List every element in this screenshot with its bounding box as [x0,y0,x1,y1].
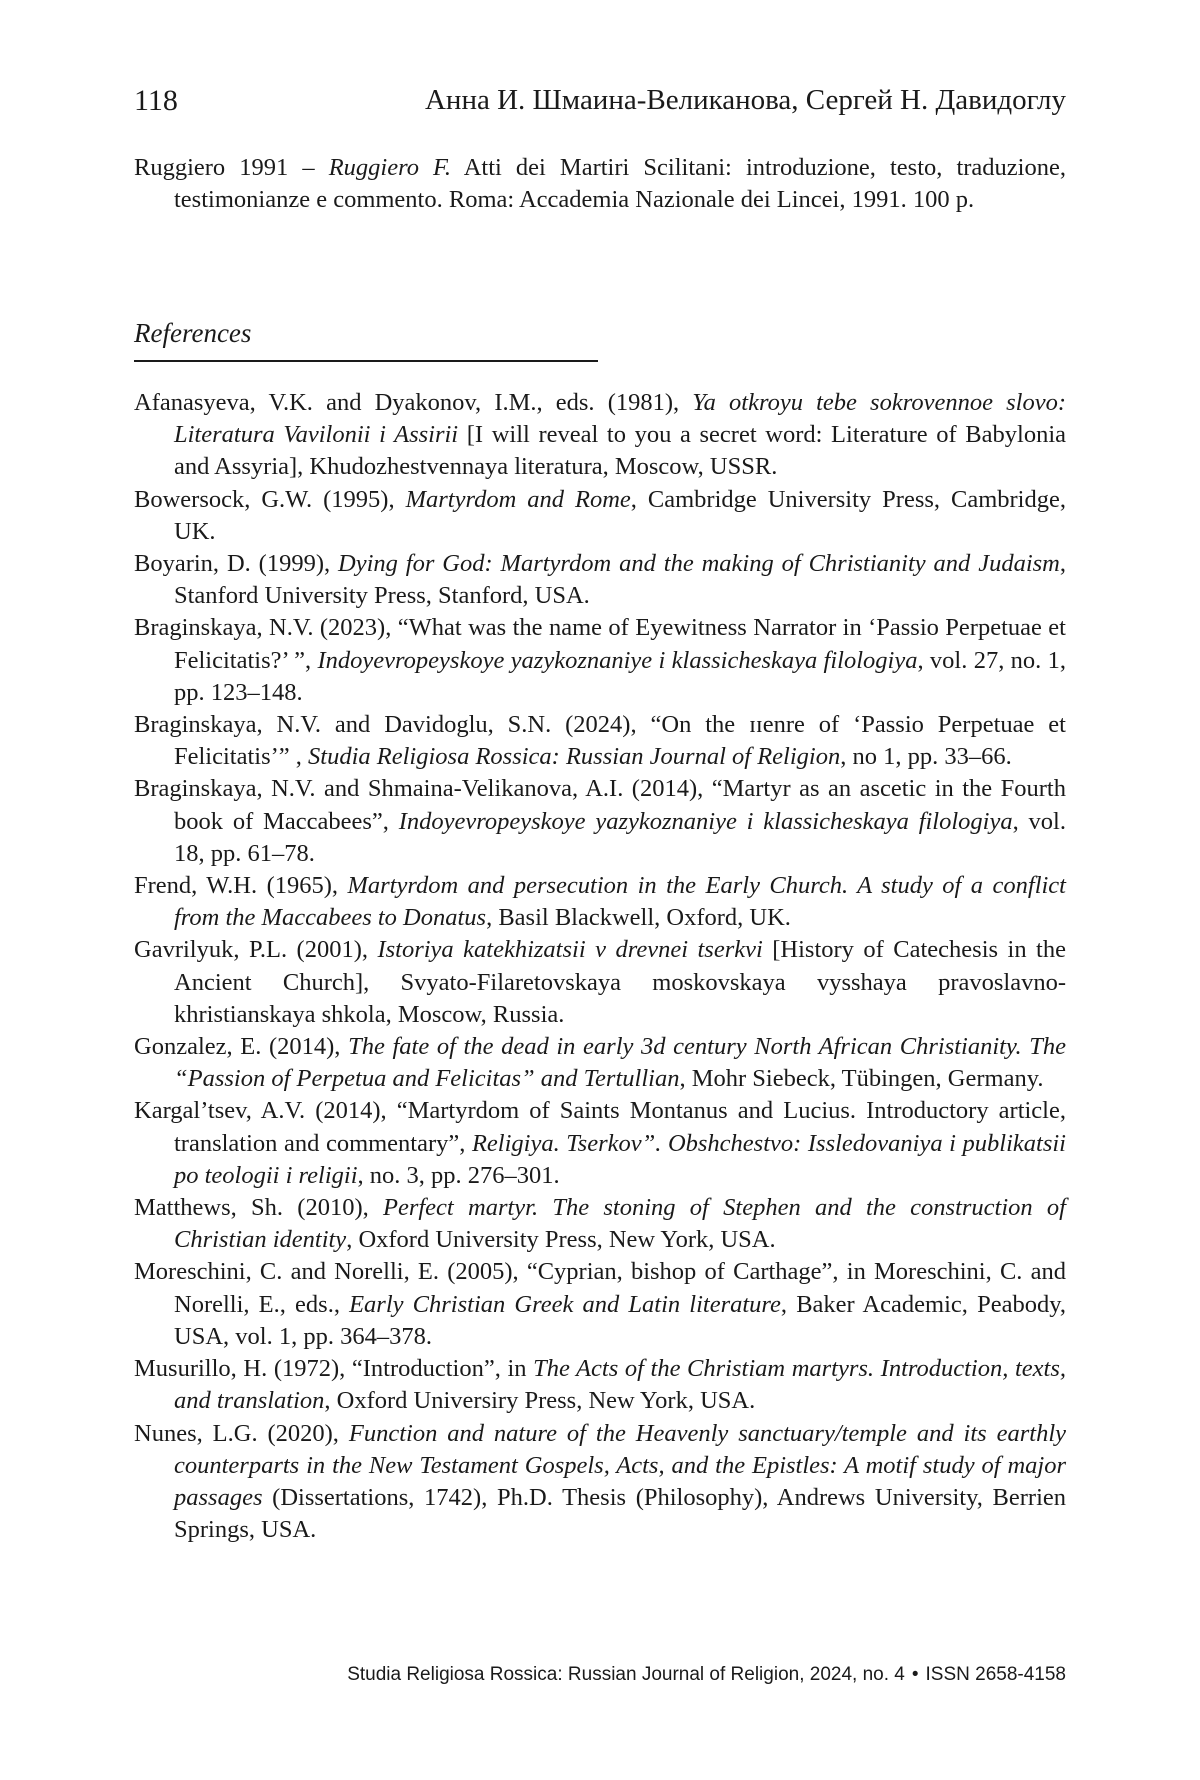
entry-italic-text: Religiya. Tserkov”. Obshchestvo: Issledovaniya i publikatsii po teologii i religii [174,1129,1066,1189]
reference-entry [134,934,1066,1031]
entry-text: Braginskaya, N.V. and Shmaina-Velikanova, A.I. (2014), “Martyr as an ascetic in the Fourth book of Maccabees”, [134,775,1066,835]
entry-text: Braginskaya, N.V. (2023), “What was the name of Eyewitness Narrator in ‘Passio Perpetuae et Felicitatis?’ ”, [134,614,1066,674]
entry-text: Ruggiero 1991 – [134,154,329,181]
entry-italic-text: The fate of the dead in early 3d century North African Christianity. The “Passion of Perpetua and Felicitas” and Tertullian [174,1033,1067,1093]
entry-text: , vol. 18, pp. 61–78. [174,807,1066,867]
reference-entry [134,484,1066,548]
entry-italic-text: Studia Religiosa Rossica: Russian Journal of Religion [308,743,841,771]
entry-italic-text: Indoyevropeyskoye yazykoznaniye i klassicheskaya filologiya [317,646,918,674]
entry-text: Braginskaya, N.V. and Davidoglu, S.N. (2024), “On the ɪɪenre of ‘Passio Perpetuae et Felicitatis’” , [134,711,1066,771]
reference-entry [134,612,1066,709]
reference-entry [134,1031,1066,1095]
page [134,0,1066,1780]
page-footer [347,1664,1066,1686]
entry-text: , Cambridge University Press, Cambridge, UK. [174,485,1066,545]
entry-italic-text: Istoriya katekhizatsii v drevnei tserkvi [377,936,763,964]
reference-entry [134,387,1066,484]
entry-text: Frend, W.H. (1965), [134,872,348,900]
reference-entry [134,709,1066,773]
entry-text: Musurillo, H. (1972), “Introduction”, in [134,1355,534,1383]
bibliography-entry [134,152,1066,216]
entry-italic-text: Perfect martyr. The stoning of Stephen and the construction of Christian identity [174,1194,1066,1254]
reference-entry [134,1353,1066,1417]
entry-text: , Baker Academic, Peabody, USA, vol. 1, pp. 364–378. [174,1290,1066,1350]
footer-separator: • [911,1664,919,1685]
page-header [134,84,1066,124]
entry-text: Bowersock, G.W. (1995), [134,485,406,513]
reference-entry [134,1192,1066,1256]
entry-italic-text: Early Christian Greek and Latin literature [349,1290,781,1318]
page-number: 118 [134,84,178,117]
entry-text: , vol. 27, no. 1, pp. 123–148. [174,646,1066,706]
entry-text: Matthews, Sh. (2010), [134,1194,383,1222]
reference-entry [134,1256,1066,1353]
pre-references-list [134,152,1066,216]
reference-entry [134,870,1066,934]
entry-text: , Oxford University Press, New York, USA. [346,1226,776,1254]
entry-italic-text: Ya otkroyu tebe sokrovennoe slovo: Literatura Vavilonii i Assirii [174,389,1066,449]
entry-text: , no 1, pp. 33–66. [840,743,1012,771]
footer-journal: Studia Religiosa Rossica: Russian Journal of Religion, 2024, no. 4 [347,1664,905,1685]
entry-text: Kargal’tsev, A.V. (2014), “Martyrdom of Saints Montanus and Lucius. Introductory article, translation and commentary”, [134,1097,1066,1157]
entry-italic-text: The Acts of the Christiam martyrs. Introduction, texts, and translation [174,1355,1066,1415]
entry-italic-text: Dying for God: Martyrdom and the making of Christianity and Judaism [338,550,1060,578]
entry-text: [History of Catechesis in the Ancient Church], Svyato-Filaretovskaya moskovskaya vysshaya pravoslavno-khristianskaya shkola, Moscow, Russia. [174,936,1066,1028]
entry-text: (Dissertations, 1742), Ph.D. Thesis (Philosophy), Andrews University, Berrien Springs, USA. [174,1483,1066,1544]
entry-text: Moreschini, C. and Norelli, E. (2005), “Cyprian, bishop of Carthage”, in Moreschini, C. and Norelli, E., eds., [134,1258,1066,1318]
reference-entry [134,548,1066,612]
entry-text: , Mohr Siebeck, Tübingen, Germany. [679,1065,1044,1093]
entry-text: , no. 3, pp. 276–301. [357,1161,560,1189]
entry-text: Gonzalez, E. (2014), [134,1033,349,1061]
entry-text: , Stanford University Press, Stanford, USA. [174,550,1066,610]
entry-text: Afanasyeva, V.K. and Dyakonov, I.M., eds. (1981), [134,389,693,416]
entry-italic-text: Indoyevropeyskoye yazykoznaniye i klassicheskaya filologiya [398,807,1013,835]
running-head: Анна И. Шмаина-Великанова, Сергей Н. Давидоглу [424,84,1066,116]
entry-text: Boyarin, D. (1999), [134,550,339,578]
references-list [134,387,1066,1546]
entry-italic-text: Martyrdom and persecution in the Early Church. A study of a conflict from the Maccabees to Donatus [174,872,1066,932]
entry-text: Atti dei Martiri Scilitani: introduzione, testo, traduzione, testimonianze e commento. Roma: Accademia Nazionale dei Lincei, 1991. 100 p. [174,154,1066,214]
entry-text: , Basil Blackwell, Oxford, UK. [486,904,791,932]
footer-issn: ISSN 2658-4158 [925,1664,1066,1685]
entry-italic-text: Function and nature of the Heavenly sanctuary/temple and its earthly counterparts in the New Testament Gospels, Acts, and the Epistles: A motif study of major passages [174,1419,1067,1511]
references-heading: References [134,318,598,362]
entry-italic-text: Ruggiero F. [328,154,451,181]
reference-entry [134,1095,1066,1192]
entry-italic-text: Martyrdom and Rome [405,485,631,513]
entry-text: Nunes, L.G. (2020), [134,1419,349,1447]
reference-entry [134,1418,1066,1547]
entry-text: [I will reveal to you a secret word: Literature of Babylonia and Assyria], Khudozhestvennaya literatura, Moscow, USSR. [174,421,1067,481]
entry-text: , Oxford Universiry Press, New York, USA. [324,1387,756,1415]
reference-entry [134,773,1066,870]
entry-text: Gavrilyuk, P.L. (2001), [134,936,378,964]
